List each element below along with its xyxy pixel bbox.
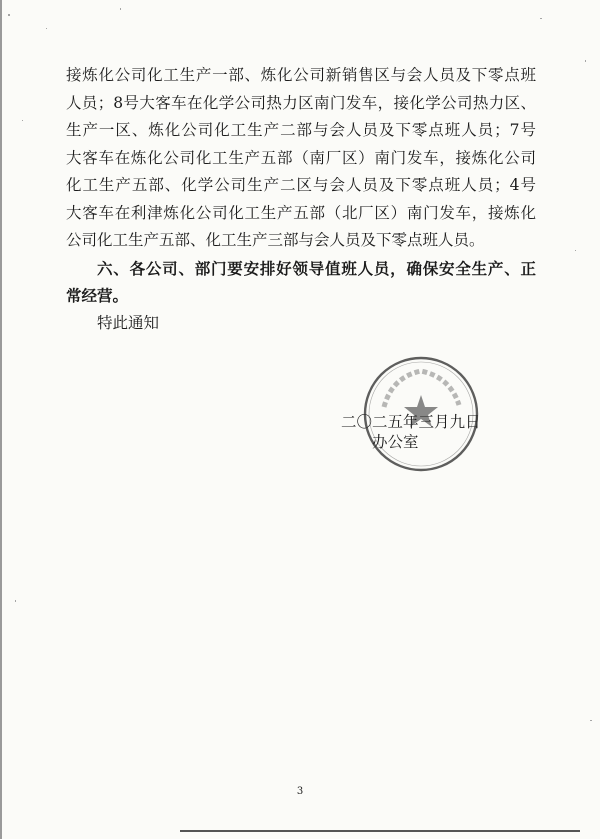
scan-speck <box>8 14 10 16</box>
scan-speck <box>585 60 586 62</box>
closing-line: 特此通知 <box>97 313 160 332</box>
scan-edge <box>0 0 2 839</box>
scan-speck <box>590 720 592 721</box>
body-line: 生产一区、炼化公司化工生产二部与会人员及下零点班人员；7号 <box>66 121 536 139</box>
scan-speck <box>46 28 47 29</box>
scan-speck <box>120 8 121 10</box>
body-line: 人员；8号大客车在化学公司热力区南门发车，接化学公司热力区、 <box>66 93 536 112</box>
scan-bottom-edge <box>180 830 580 832</box>
scan-speck <box>575 250 576 251</box>
signature-date: 二〇二五年三月九日 <box>341 413 481 431</box>
signature-office: 办公室 <box>372 433 419 451</box>
scan-speck <box>15 600 16 602</box>
scan-speck <box>540 18 542 19</box>
body-line: 公司化工生产五部、化工生产三部与会人员及下零点班人员。 <box>66 231 485 249</box>
section-six-line: 六、各公司、部门要安排好领导值班人员，确保安全生产、正 <box>97 258 536 278</box>
section-six-line: 常经营。 <box>66 286 129 305</box>
notice-body <box>66 62 536 337</box>
body-line: 大客车在利津炼化公司化工生产五部（北厂区）南门发车，接炼化 <box>66 203 536 222</box>
page-number: 3 <box>296 786 304 797</box>
body-line: 接炼化公司化工生产一部、炼化公司新销售区与会人员及下零点班 <box>66 66 536 84</box>
body-line: 化工生产五部、化学公司生产二区与会人员及下零点班人员；4号 <box>66 176 536 194</box>
scan-speck <box>22 120 23 121</box>
official-seal-icon <box>362 355 480 473</box>
body-line: 大客车在炼化公司化工生产五部（南厂区）南门发车，接炼化公司 <box>66 148 536 167</box>
